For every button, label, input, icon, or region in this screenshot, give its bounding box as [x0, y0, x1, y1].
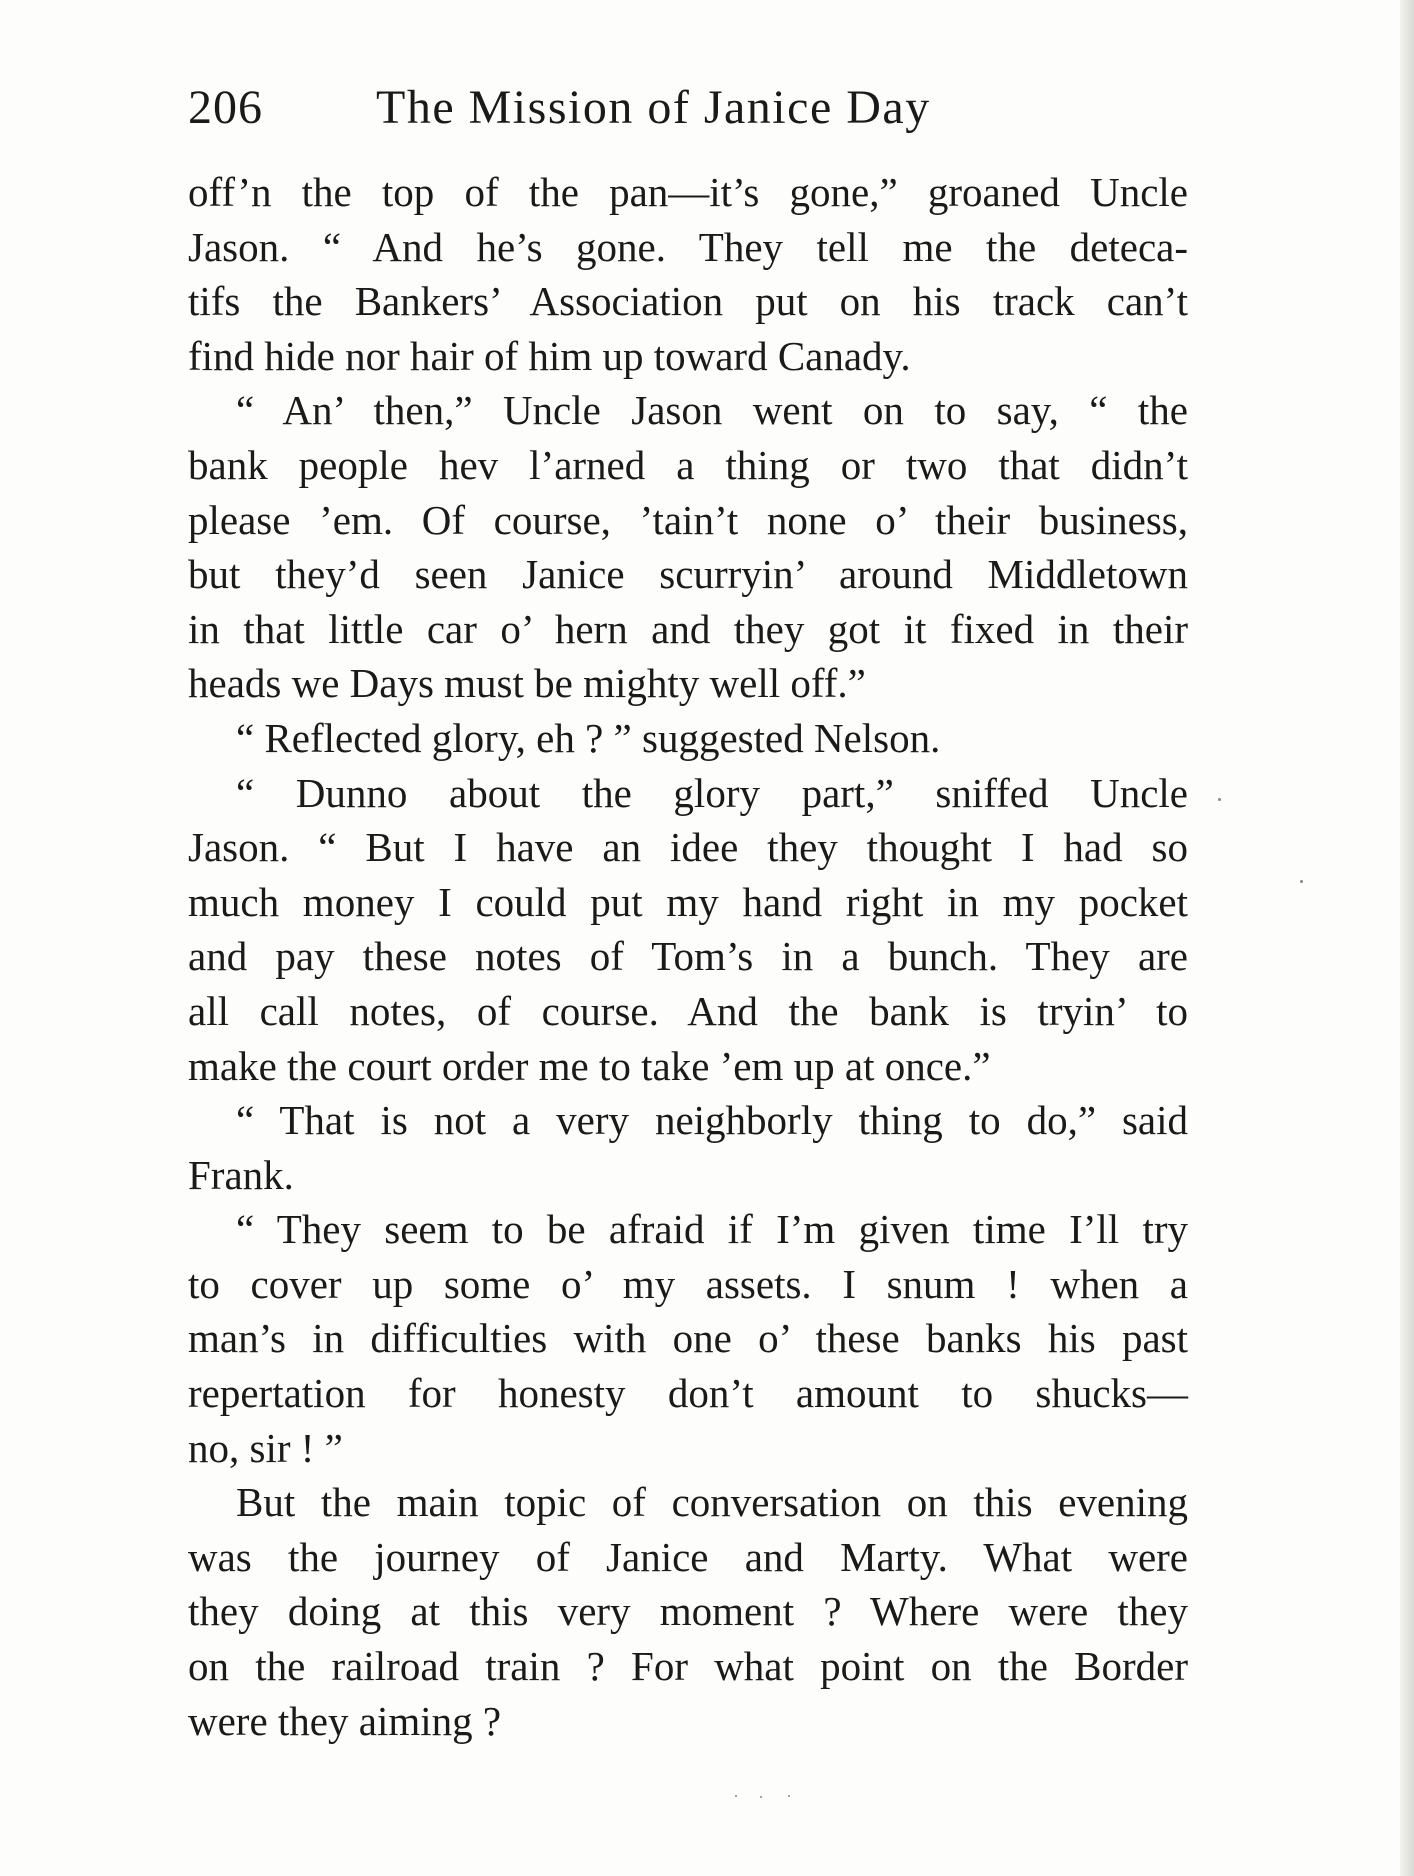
text-line: “ Reflected glory, eh ? ” suggested Nelson.	[236, 714, 941, 761]
text-line: was the journey of Janice and Marty. What were	[188, 1533, 1188, 1580]
scan-speck	[1218, 798, 1221, 801]
text-line: in that little car o’ hern and they got it fixed in their	[188, 605, 1188, 652]
text-line: man’s in difficulties with one o’ these banks his past	[188, 1315, 1188, 1362]
text-line: But the main topic of conversation on this evening	[236, 1479, 1188, 1526]
text-line: “ That is not a very neighborly thing to do,” said	[236, 1097, 1188, 1144]
text-line: much money I could put my hand right in my pocket	[188, 878, 1188, 925]
text-line: but they’d seen Janice scurryin’ around Middletown	[188, 551, 1188, 598]
page-number: 206	[188, 81, 263, 134]
text-line: bank people hev l’arned a thing or two that didn’t	[188, 441, 1188, 488]
scan-speck	[735, 1795, 737, 1797]
body-text	[188, 165, 1188, 1748]
text-line: and pay these notes of Tom’s in a bunch. They are	[188, 933, 1188, 980]
text-line: Frank.	[188, 1151, 294, 1198]
text-line: make the court order me to take ’em up at once.”	[188, 1042, 991, 1089]
text-line: Jason. “ But I have an idee they thought I had so	[188, 824, 1188, 871]
text-line: all call notes, of course. And the bank is tryin’ to	[188, 987, 1188, 1034]
text-line: on the railroad train ? For what point on the Border	[188, 1643, 1188, 1690]
text-line: “ Dunno about the glory part,” sniffed Uncle	[236, 769, 1188, 816]
text-line: to cover up some o’ my assets. I snum ! when a	[188, 1260, 1188, 1307]
text-line: “ An’ then,” Uncle Jason went on to say, “ the	[236, 387, 1188, 434]
scan-speck	[1300, 880, 1303, 883]
text-line: please ’em. Of course, ’tain’t none o’ their business,	[188, 496, 1188, 543]
scan-speck	[788, 1795, 790, 1797]
text-line: “ They seem to be afraid if I’m given time I’ll try	[236, 1206, 1188, 1253]
text-line: repertation for honesty don’t amount to shucks—	[188, 1370, 1188, 1417]
page-header	[188, 80, 1188, 150]
text-line: Jason. “ And he’s gone. They tell me the deteca-	[188, 223, 1188, 270]
text-line: heads we Days must be mighty well off.”	[188, 660, 866, 707]
text-line: find hide nor hair of him up toward Canady.	[188, 332, 911, 379]
text-line: they doing at this very moment ? Where were they	[188, 1588, 1188, 1635]
page-edge-shadow	[1400, 0, 1414, 1876]
text-line: tifs the Bankers’ Association put on his track can’t	[188, 278, 1188, 325]
text-line: were they aiming ?	[188, 1697, 502, 1744]
text-line: off’n the top of the pan—it’s gone,” groaned Uncle	[188, 169, 1188, 215]
running-title: The Mission of Janice Day	[376, 81, 931, 134]
text-line: no, sir ! ”	[188, 1424, 343, 1471]
scan-speck	[760, 1796, 762, 1798]
